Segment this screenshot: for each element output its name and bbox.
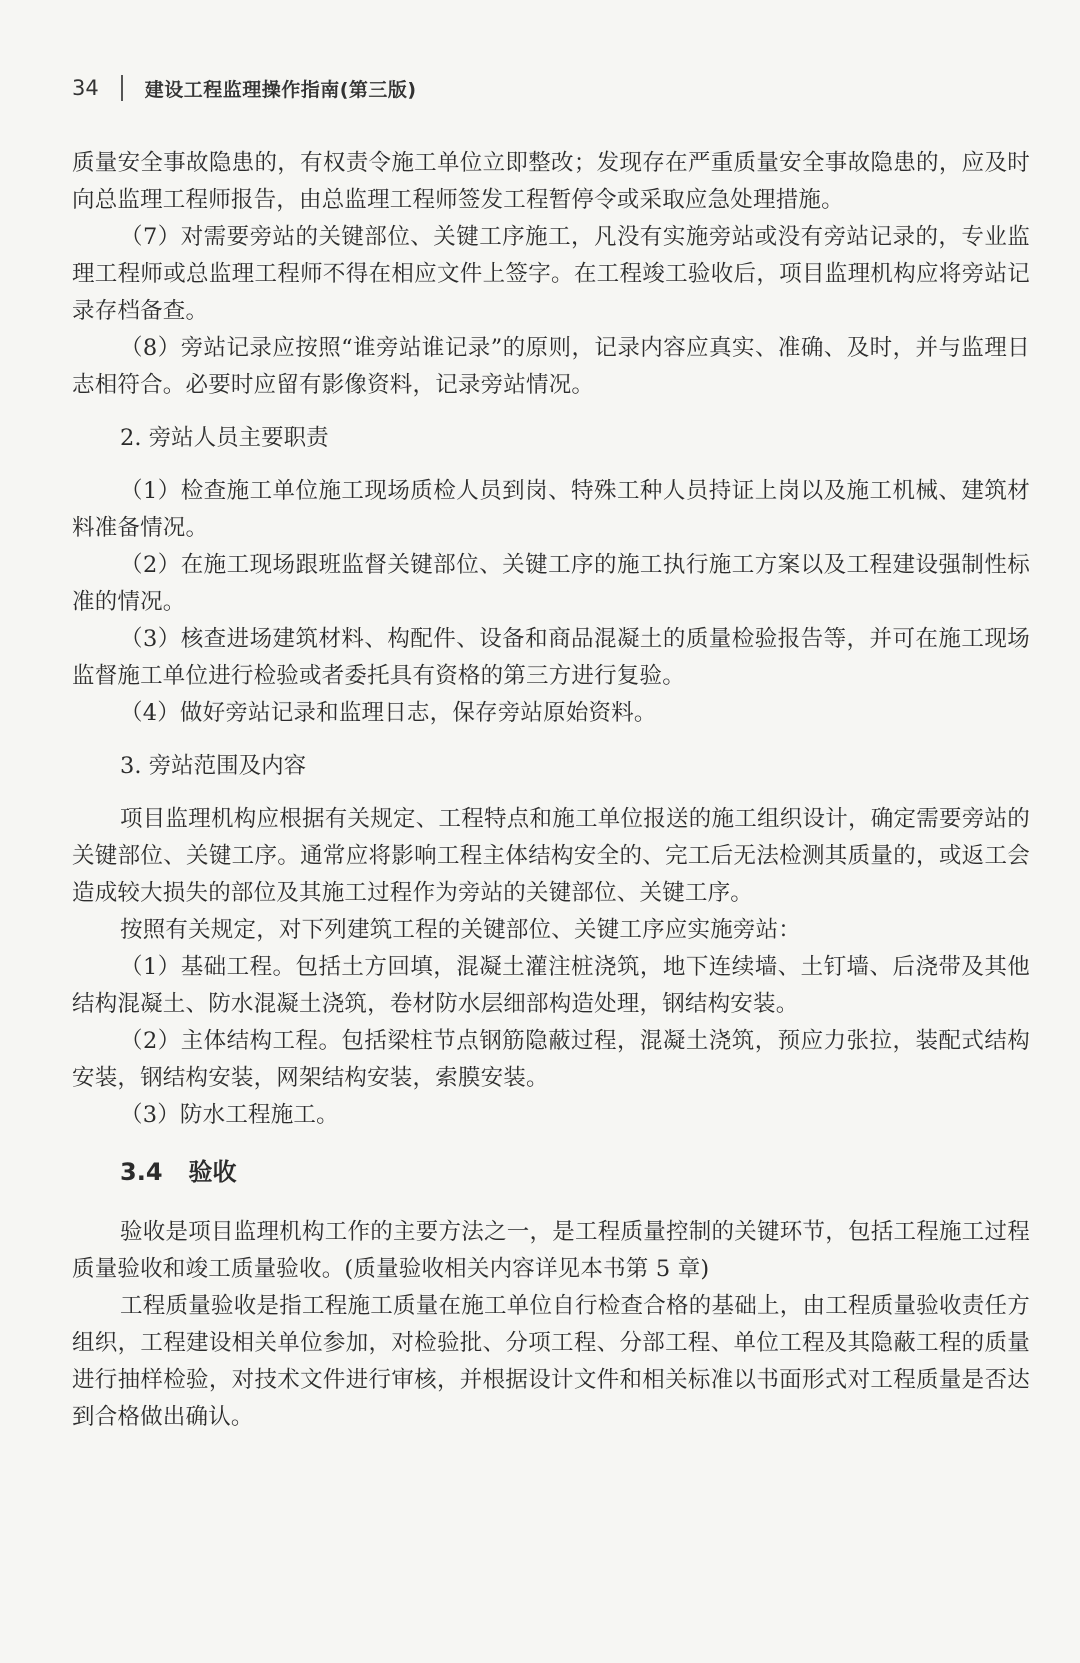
scope-1-paragraph: （1）基础工程。包括土方回填，混凝土灌注桩浇筑，地下连续墙、土钉墙、后浇带及其他结构混凝土、防水混凝土浇筑，卷材防水层细部构造处理，钢结构安装。 (72, 954, 1030, 1017)
scope-intro-paragraph: 项目监理机构应根据有关规定、工程特点和施工单位报送的施工组织设计，确定需要旁站的关键部位、关键工序。通常应将影响工程主体结构安全的、完工后无法检测其质量的，或返工会造成较大损失的部位及其施工过程作为旁站的关键部位、关键工序。 (72, 806, 1030, 906)
item-7-paragraph: （7）对需要旁站的关键部位、关键工序施工，凡没有实施旁站或没有旁站记录的，专业监理工程师或总监理工程师不得在相应文件上签字。在工程竣工验收后，项目监理机构应将旁站记录存档备查。 (72, 224, 1030, 324)
acceptance-paragraph-2: 工程质量验收是指工程施工质量在施工单位自行检查合格的基础上，由工程质量验收责任方组织，工程建设相关单位参加，对检验批、分项工程、分部工程、单位工程及其隐蔽工程的质量进行抽样检验，对技术文件进行审核，并根据设计文件和相关标准以书面形式对工程质量是否达到合格做出确认。 (72, 1293, 1030, 1430)
continued-paragraph: 质量安全事故隐患的，有权责令施工单位立即整改；发现存在严重质量安全事故隐患的，应及时向总监理工程师报告，由总监理工程师签发工程暂停令或采取应急处理措施。 (72, 150, 1030, 213)
section-number: 3.4 (120, 1158, 163, 1186)
scope-3-paragraph: （3）防水工程施工。 (120, 1102, 339, 1128)
page-header (72, 70, 417, 106)
acceptance-paragraph-1: 验收是项目监理机构工作的主要方法之一，是工程质量控制的关键环节，包括工程施工过程质量验收和竣工质量验收。(质量验收相关内容详见本书第 5 章) (72, 1219, 1030, 1282)
page-number: 34 (72, 76, 99, 100)
duty-4-paragraph: （4）做好旁站记录和监理日志，保存旁站原始资料。 (120, 700, 657, 726)
duty-2-paragraph: （2）在施工现场跟班监督关键部位、关键工序的施工执行施工方案以及工程建设强制性标准的情况。 (72, 552, 1030, 615)
subheading-scope: 3. 旁站范围及内容 (120, 753, 307, 779)
book-title: 建设工程监理操作指南(第三版) (144, 78, 417, 101)
section-heading (72, 1152, 1030, 1192)
item-8-paragraph: （8）旁站记录应按照“谁旁站谁记录”的原则，记录内容应真实、准确、及时，并与监理日志相符合。必要时应留有影像资料，记录旁站情况。 (72, 335, 1030, 398)
subheading-duties: 2. 旁站人员主要职责 (120, 425, 329, 451)
scope-lead-paragraph: 按照有关规定，对下列建筑工程的关键部位、关键工序应实施旁站： (120, 917, 802, 943)
section-title: 验收 (188, 1158, 237, 1186)
page-body (72, 145, 1030, 1436)
duty-1-paragraph: （1）检查施工单位施工现场质检人员到岗、特殊工种人员持证上岗以及施工机械、建筑材料准备情况。 (72, 478, 1030, 541)
scope-2-paragraph: （2）主体结构工程。包括梁柱节点钢筋隐蔽过程，混凝土浇筑，预应力张拉，装配式结构安装，钢结构安装，网架结构安装，索膜安装。 (72, 1028, 1030, 1091)
duty-3-paragraph: （3）核查进场建筑材料、构配件、设备和商品混凝土的质量检验报告等，并可在施工现场监督施工单位进行检验或者委托具有资格的第三方进行复验。 (72, 626, 1030, 689)
header-divider (121, 75, 123, 101)
